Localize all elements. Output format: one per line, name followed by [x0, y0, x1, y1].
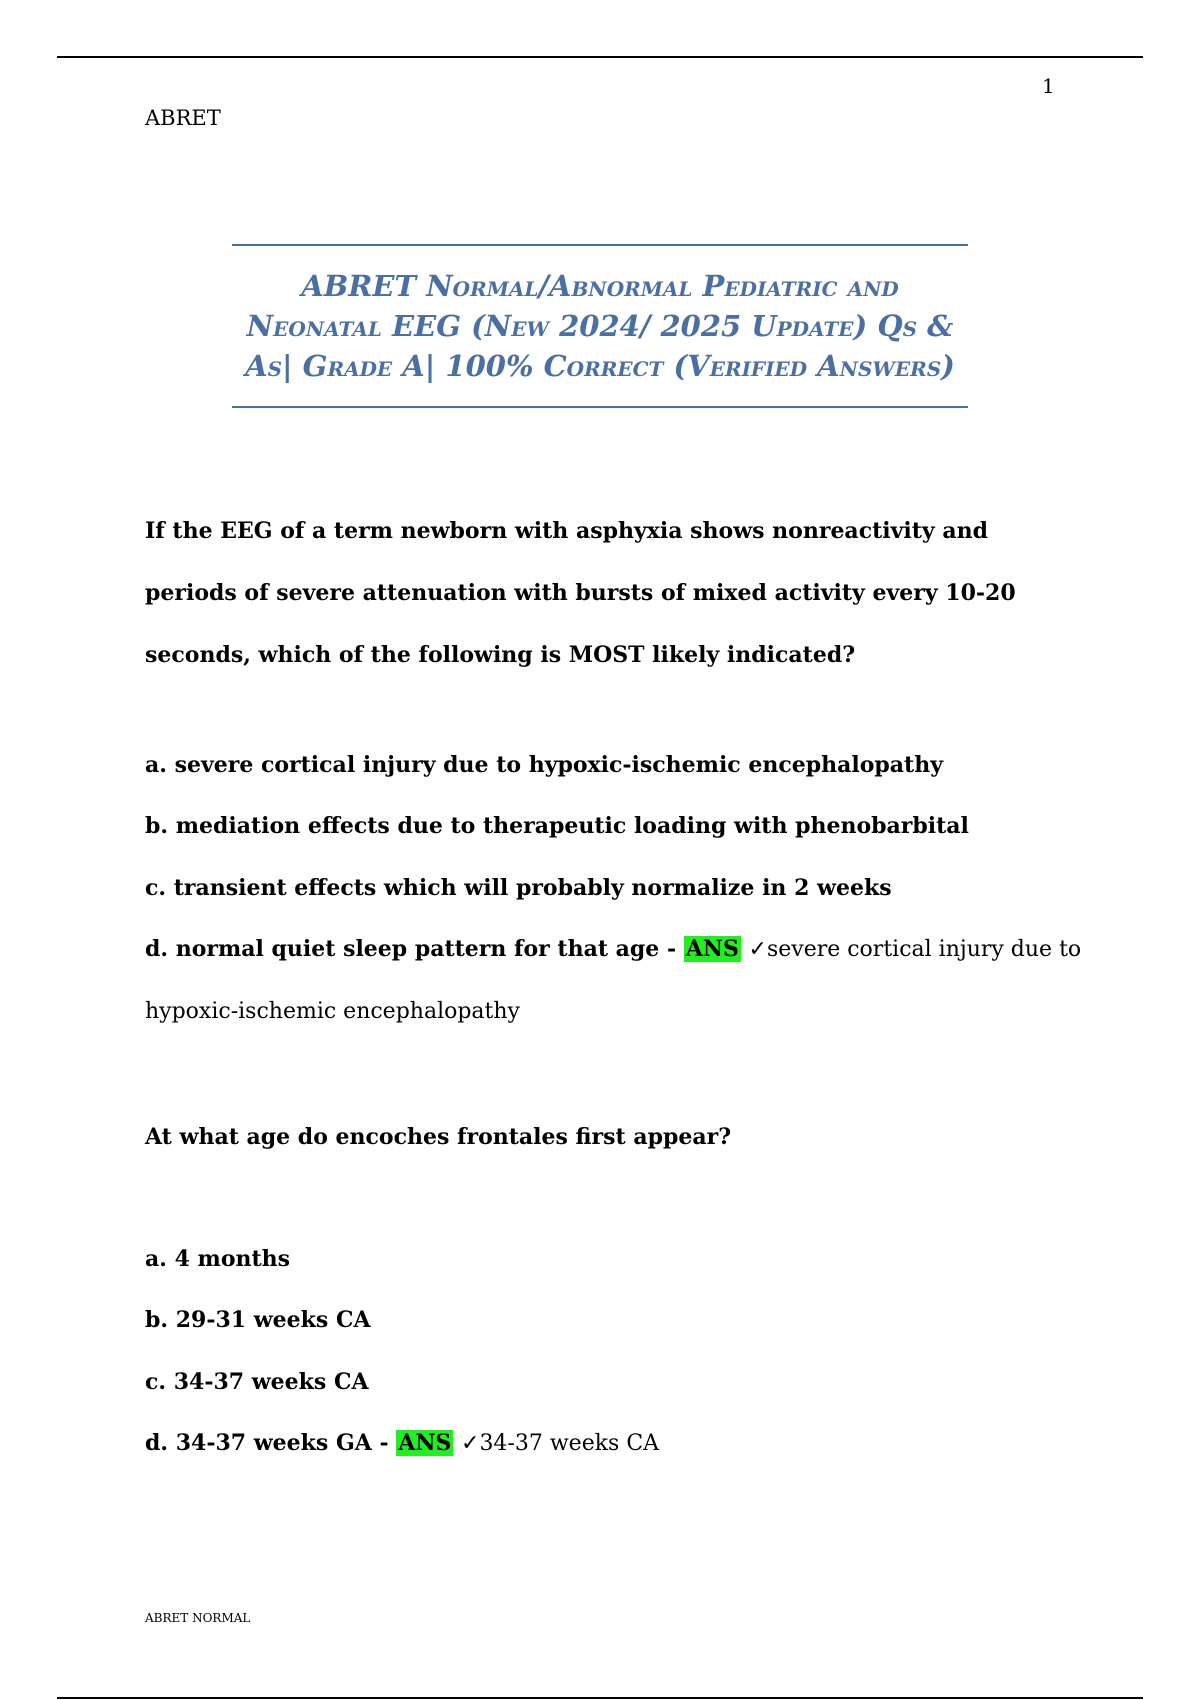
page-footer: ABRET NORMAL — [145, 1611, 251, 1625]
document-title: ABRET Normal/Abnormal Pediatric and Neonatal EEG (New 2024/ 2025 Update) Qs & As| Grade A| 100% Correct (Verified Answers) — [245, 269, 955, 383]
bottom-rule — [57, 1697, 1143, 1699]
title-block — [232, 244, 968, 408]
q1-option-d-line — [145, 936, 1081, 962]
q1-option-c: c. transient effects which will probably normalize in 2 weeks — [145, 875, 892, 901]
q1-option-a: a. severe cortical injury due to hypoxic-ischemic encephalopathy — [145, 752, 943, 778]
q2-option-c: c. 34-37 weeks CA — [145, 1369, 369, 1395]
q2-option-b: b. 29-31 weeks CA — [145, 1307, 371, 1333]
q2-answer: 34-37 weeks CA — [479, 1431, 660, 1456]
q1-answer-line2: hypoxic-ischemic encephalopathy — [145, 999, 520, 1024]
q1-option-b: b. mediation effects due to therapeutic loading with phenobarbital — [145, 813, 969, 839]
question-2: At what age do encoches frontales first appear? — [145, 1124, 732, 1150]
checkmark-icon: ✓ — [748, 937, 767, 962]
page-number: 1 — [1042, 74, 1055, 98]
q2-option-d: d. 34-37 weeks GA - — [145, 1430, 397, 1456]
q2-option-a: a. 4 months — [145, 1246, 291, 1272]
top-rule — [57, 56, 1143, 58]
checkmark-icon: ✓ — [461, 1431, 480, 1456]
q1-answer-line1: severe cortical injury due to — [766, 937, 1082, 962]
question-1: If the EEG of a term newborn with asphyxia shows nonreactivity and periods of severe attenuation with bursts of mixed activity every 10-20 seconds, which of the following is MOST likely indicated? — [145, 518, 1016, 668]
q2-option-d-line — [145, 1430, 659, 1456]
q1-option-d: d. normal quiet sleep pattern for that age - — [145, 936, 684, 962]
page-header: ABRET — [145, 106, 221, 130]
q2-ans-label: ANS — [398, 1430, 452, 1456]
q1-ans-label: ANS — [685, 936, 739, 962]
